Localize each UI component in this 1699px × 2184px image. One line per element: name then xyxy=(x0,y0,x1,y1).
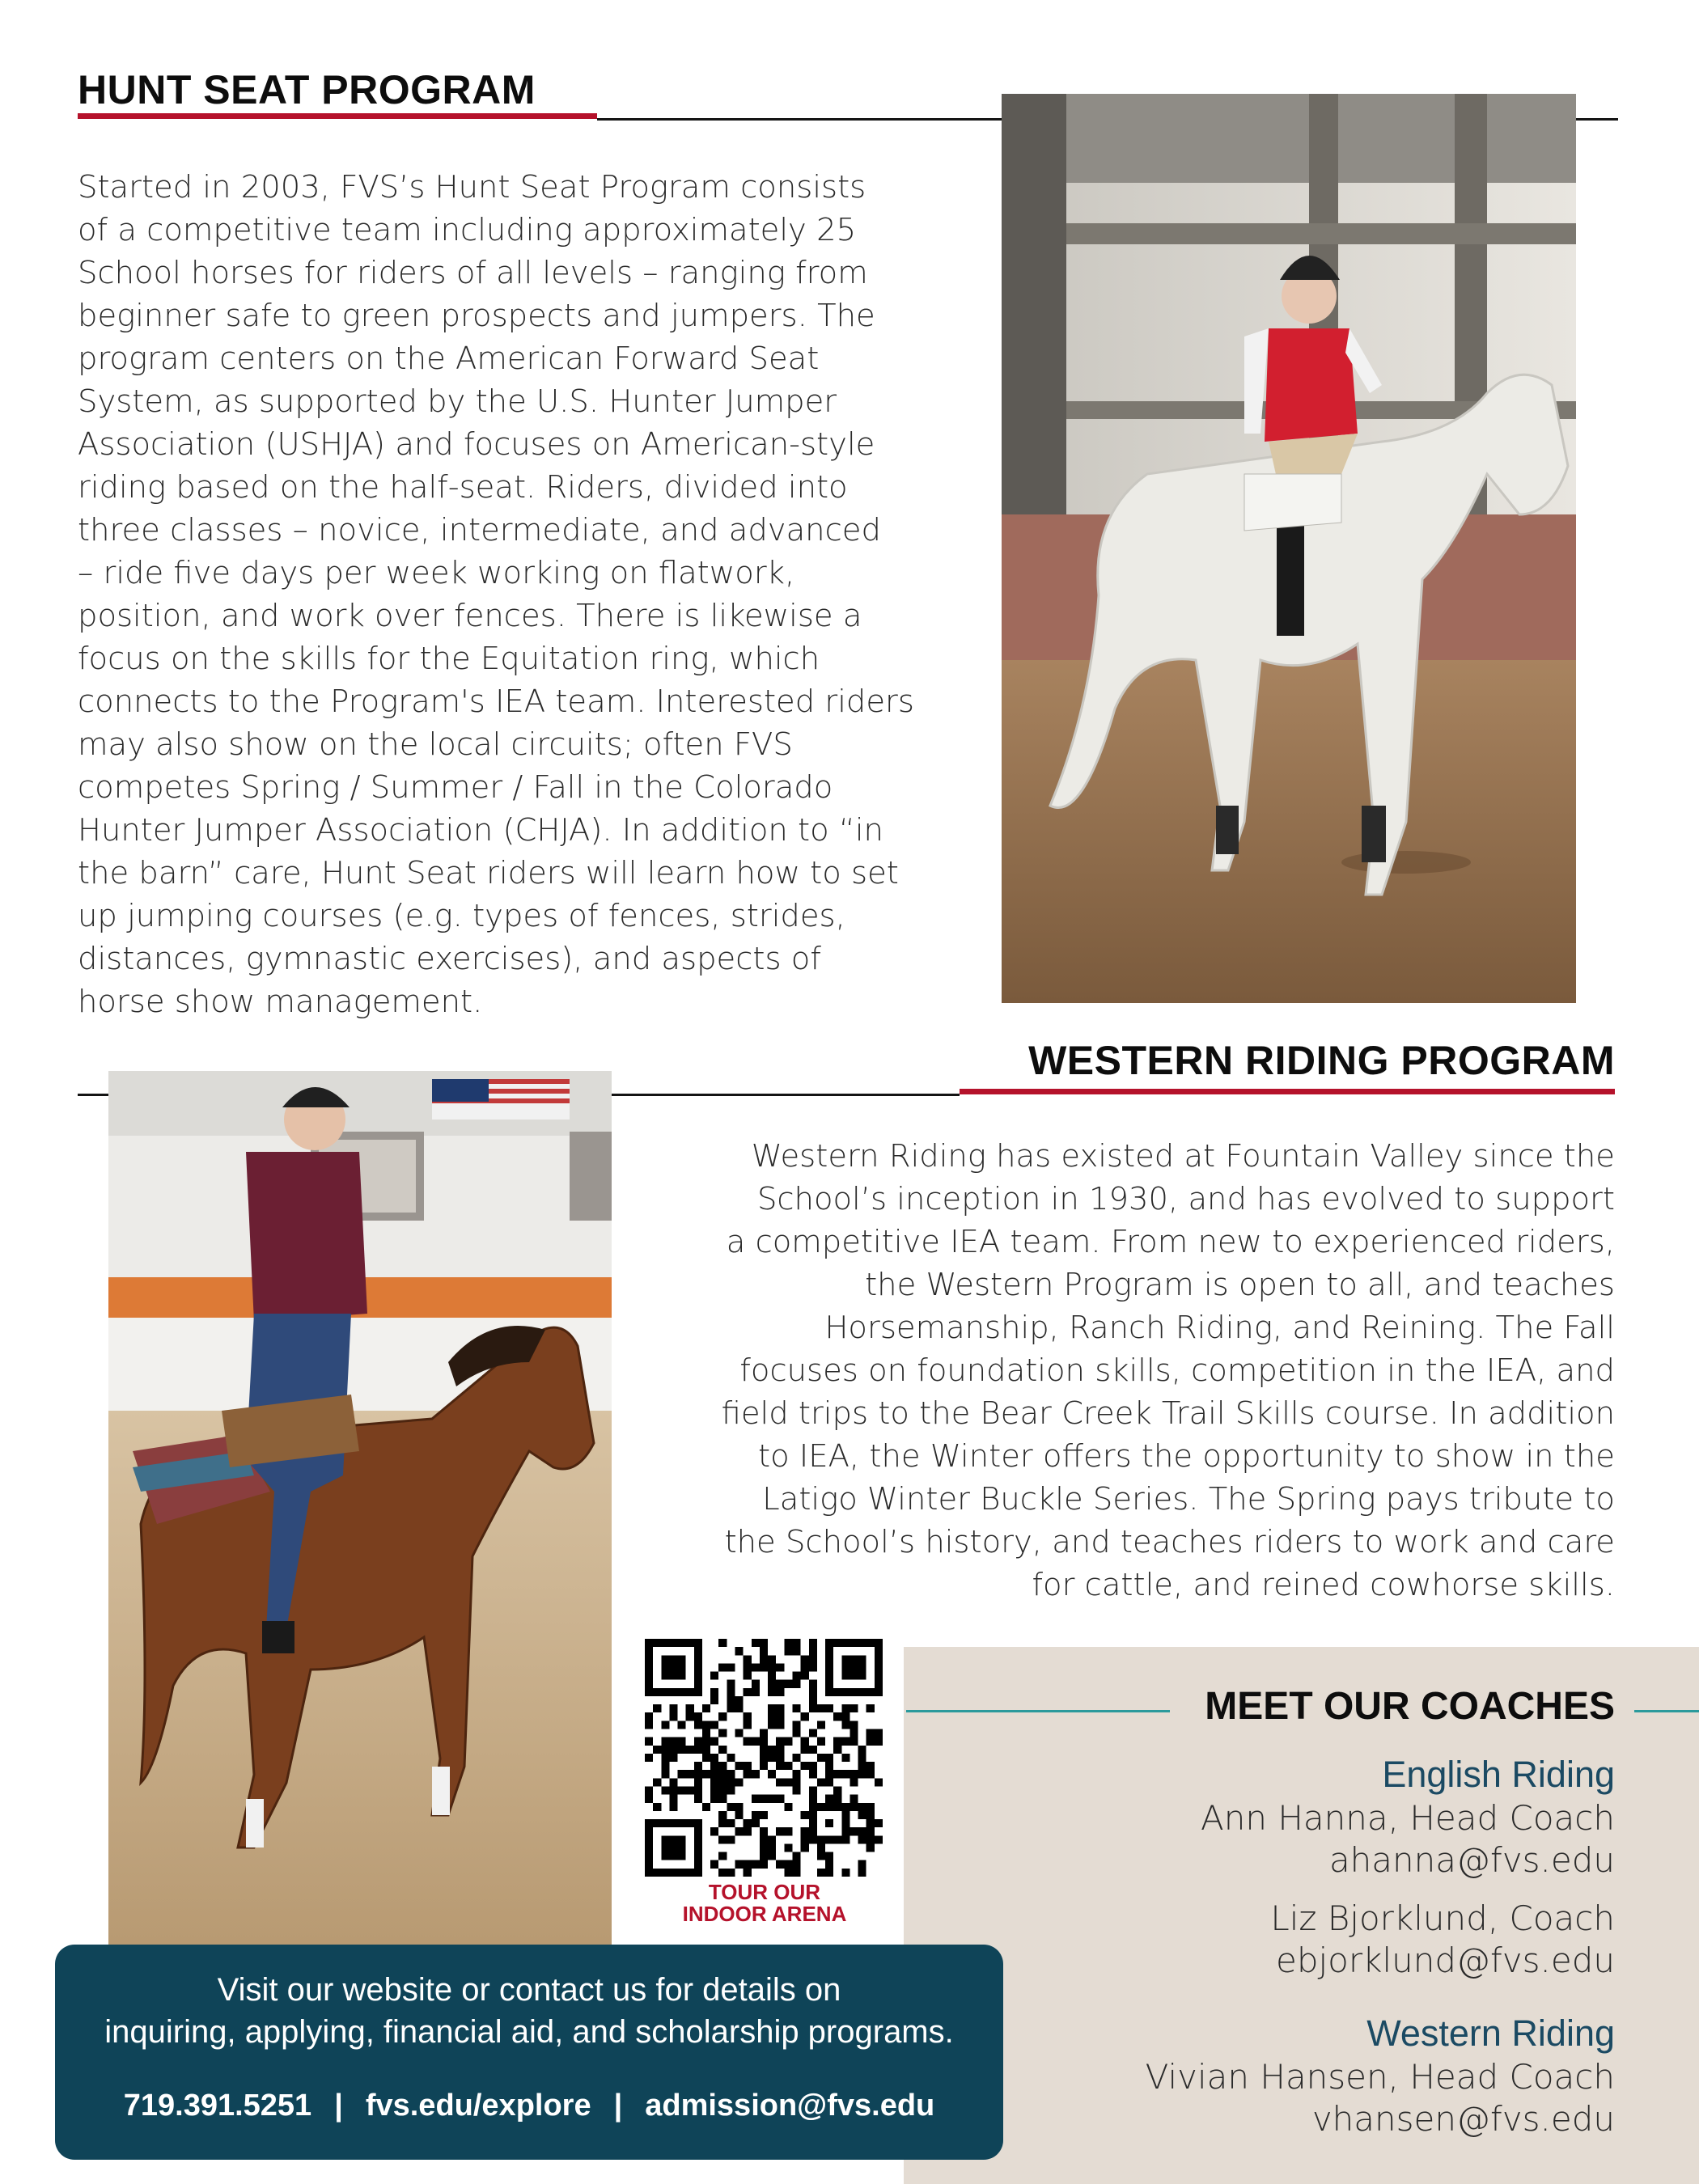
hunt-seat-line: Association (USHJA) and focuses on American-style xyxy=(78,426,875,463)
hunt-seat-line: position, and work over fences. There is likewise a xyxy=(78,598,862,634)
qr-caption-line: INDOOR ARENA xyxy=(682,1902,847,1926)
hunt-seat-line: horse show management. xyxy=(78,984,483,1020)
western-line: Latigo Winter Buckle Series. The Spring pays tribute to xyxy=(762,1481,1615,1517)
western-line: field trips to the Bear Creek Trail Skills course. In addition xyxy=(721,1395,1615,1432)
hunt-seat-photo xyxy=(1002,94,1576,1003)
western-line: a competitive IEA team. From new to experienced riders, xyxy=(726,1224,1615,1260)
contact-email-link[interactable]: admission@fvs.edu xyxy=(645,2089,935,2123)
hunt-seat-line: System, as supported by the U.S. Hunter Jumper xyxy=(78,383,837,420)
western-line: Horsemanship, Ranch Riding, and Reining. The Fall xyxy=(824,1310,1615,1346)
hunt-seat-line: riding based on the half-seat. Riders, divided into xyxy=(78,469,848,506)
western-riding-heading: Western Riding xyxy=(1366,2013,1615,2054)
western-line: School’s inception in 1930, and has evolved to support xyxy=(756,1181,1615,1217)
western-title-underline xyxy=(960,1089,1615,1094)
coach-name: Ann Hanna, Head Coach xyxy=(1201,1798,1615,1838)
coach-email[interactable]: vhansen@fvs.edu xyxy=(1311,2099,1615,2139)
hunt-seat-title-underline xyxy=(78,113,597,119)
hunt-seat-line: up jumping courses (e.g. types of fences, strides, xyxy=(78,898,845,934)
contact-message-line: inquiring, applying, financial aid, and scholarship programs. xyxy=(104,2014,954,2050)
contact-separator: | xyxy=(613,2089,623,2123)
hunt-seat-line: of a competitive team including approximately 25 xyxy=(78,212,857,248)
qr-code[interactable] xyxy=(645,1639,883,1877)
western-title: WESTERN RIDING PROGRAM xyxy=(1028,1038,1615,1083)
hunt-seat-line: distances, gymnastic exercises), and aspects of xyxy=(78,941,821,977)
western-photo-image xyxy=(108,1071,612,1945)
contact-website-link[interactable]: fvs.edu/explore xyxy=(365,2089,591,2123)
coaches-rule-left xyxy=(906,1710,1170,1712)
qr-caption xyxy=(639,1881,890,1925)
western-line: the School’s history, and teaches riders to work and care xyxy=(724,1524,1615,1560)
hunt-seat-line: Started in 2003, FVS’s Hunt Seat Program consists xyxy=(78,169,866,205)
hunt-seat-line: competes Spring / Summer / Fall in the Colorado xyxy=(78,769,833,806)
western-line: for cattle, and reined cowhorse skills. xyxy=(1032,1567,1615,1603)
hunt-seat-line: the barn” care, Hunt Seat riders will learn how to set xyxy=(78,855,899,891)
western-line: to IEA, the Winter offers the opportunity to show in the xyxy=(758,1438,1615,1475)
hunt-seat-line: School horses for riders of all levels – ranging from xyxy=(78,255,868,291)
coach-name: Liz Bjorklund, Coach xyxy=(1270,1898,1615,1938)
hunt-seat-description xyxy=(78,166,960,1023)
qr-code-image xyxy=(645,1639,883,1877)
hunt-seat-title: HUNT SEAT PROGRAM xyxy=(78,67,536,112)
hunt-seat-line: focus on the skills for the Equitation ring, which xyxy=(78,641,820,677)
hunt-seat-line: connects to the Program's IEA team. Interested riders xyxy=(78,684,914,720)
english-riding-heading: English Riding xyxy=(1382,1754,1615,1795)
western-description xyxy=(631,1135,1615,1606)
hunt-seat-line: program centers on the American Forward Seat xyxy=(78,341,820,377)
qr-caption-line: TOUR OUR xyxy=(708,1880,821,1904)
hunt-seat-line: three classes – novice, intermediate, and advanced xyxy=(78,512,881,548)
contact-box xyxy=(55,1945,1003,2160)
hunt-seat-line: may also show on the local circuits; often FVS xyxy=(78,726,793,763)
contact-message-line: Visit our website or contact us for details on xyxy=(217,1972,841,2008)
western-photo xyxy=(108,1071,612,1945)
contact-info-line xyxy=(55,2089,1003,2123)
hunt-seat-line: Hunter Jumper Association (CHJA). In addition to “in xyxy=(78,812,883,849)
coaches-rule-right xyxy=(1634,1710,1699,1712)
western-line: the Western Program is open to all, and teaches xyxy=(865,1267,1615,1303)
coach-email[interactable]: ahanna@fvs.edu xyxy=(1328,1840,1615,1880)
coaches-title: MEET OUR COACHES xyxy=(1205,1685,1615,1728)
contact-separator: | xyxy=(334,2089,343,2123)
coach-name: Vivian Hansen, Head Coach xyxy=(1145,2057,1615,2097)
western-line: focuses on foundation skills, competition in the IEA, and xyxy=(739,1352,1615,1389)
contact-phone[interactable]: 719.391.5251 xyxy=(123,2089,312,2123)
coach-email[interactable]: ebjorklund@fvs.edu xyxy=(1275,1941,1615,1980)
hunt-seat-photo-image xyxy=(1002,94,1576,1003)
hunt-seat-line: beginner safe to green prospects and jumpers. The xyxy=(78,298,875,334)
western-line: Western Riding has existed at Fountain Valley since the xyxy=(751,1138,1615,1175)
hunt-seat-line: – ride five days per week working on flatwork, xyxy=(78,555,795,591)
